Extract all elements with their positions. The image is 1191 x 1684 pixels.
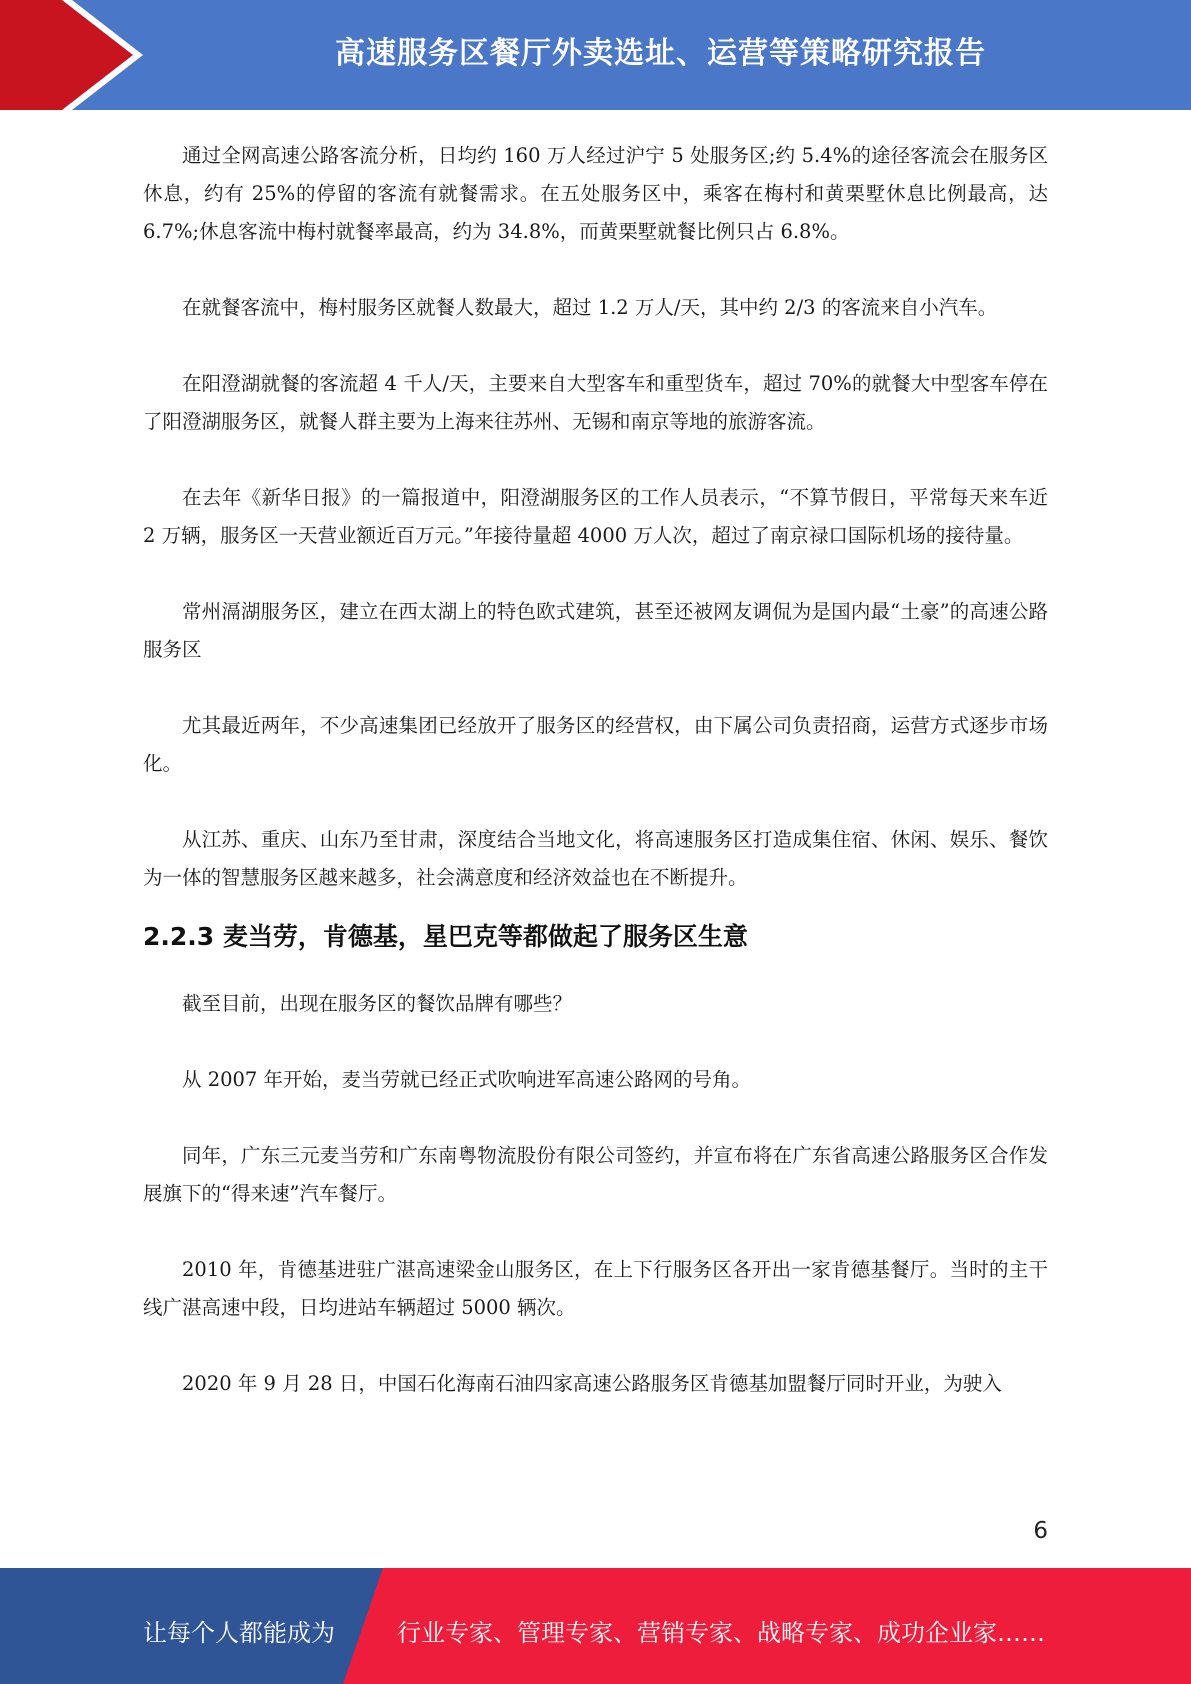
paragraph: 通过全网高速公路客流分析，日均约 160 万人经过沪宁 5 处服务区;约 5.4%的途径客流会在服务区休息，约有 25%的停留的客流有就餐需求。在五处服务区中，乘客在梅村和黄栗墅休息比例最高，达 6.7%;休息客流中梅村就餐率最高，约为 34.8%，而黄栗墅就餐比例只占 6.8%。: [143, 144, 1048, 243]
document-body: [143, 137, 1048, 1403]
paragraph: 在阳澄湖就餐的客流超 4 千人/天，主要来自大型客车和重型货车，超过 70%的就餐大中型客车停在了阳澄湖服务区，就餐人群主要为上海来往苏州、无锡和南京等地的旅游客流。: [143, 372, 1048, 433]
paragraph: 2020 年 9 月 28 日，中国石化海南石油四家高速公路服务区肯德基加盟餐厅同时开业，为驶入: [182, 1372, 1002, 1395]
paragraph: 在就餐客流中，梅村服务区就餐人数最大，超过 1.2 万人/天，其中约 2/3 的客流来自小汽车。: [182, 296, 998, 319]
page-number: 6: [1033, 1518, 1048, 1544]
paragraph: 2010 年，肯德基进驻广湛高速梁金山服务区，在上下行服务区各开出一家肯德基餐厅。当时的主干线广湛高速中段，日均进站车辆超过 5000 辆次。: [143, 1258, 1048, 1319]
footer-slogan-right: 行业专家、管理专家、营销专家、战略专家、成功企业家……: [397, 1619, 1045, 1647]
paragraph: 同年，广东三元麦当劳和广东南粤物流股份有限公司签约，并宣布将在广东省高速公路服务区合作发展旗下的“得来速”汽车餐厅。: [143, 1144, 1048, 1205]
section-heading: 2.2.3 麦当劳，肯德基，星巴克等都做起了服务区生意: [143, 922, 748, 951]
page-footer: [0, 1568, 1191, 1684]
footer-slogan-left: 让每个人都能成为: [143, 1619, 335, 1647]
report-title: 高速服务区餐厅外卖选址、运营等策略研究报告: [335, 36, 986, 71]
paragraph: 从 2007 年开始，麦当劳就已经正式吹响进军高速公路网的号角。: [182, 1068, 752, 1091]
paragraph: 常州滆湖服务区，建立在西太湖上的特色欧式建筑，甚至还被网友调侃为是国内最“土豪”的高速公路服务区: [143, 600, 1048, 661]
page-header: [0, 0, 1191, 110]
paragraph: 截至目前，出现在服务区的餐饮品牌有哪些？: [182, 992, 573, 1015]
paragraph: 在去年《新华日报》的一篇报道中，阳澄湖服务区的工作人员表示，“不算节假日，平常每天来车近 2 万辆，服务区一天营业额近百万元。”年接待量超 4000 万人次，超过了南京禄口国际机场的接待量。: [143, 486, 1048, 547]
paragraph: 从江苏、重庆、山东乃至甘肃，深度结合当地文化，将高速服务区打造成集住宿、休闲、娱乐、餐饮为一体的智慧服务区越来越多，社会满意度和经济效益也在不断提升。: [143, 828, 1048, 889]
paragraph: 尤其最近两年，不少高速集团已经放开了服务区的经营权，由下属公司负责招商，运营方式逐步市场化。: [143, 714, 1048, 775]
